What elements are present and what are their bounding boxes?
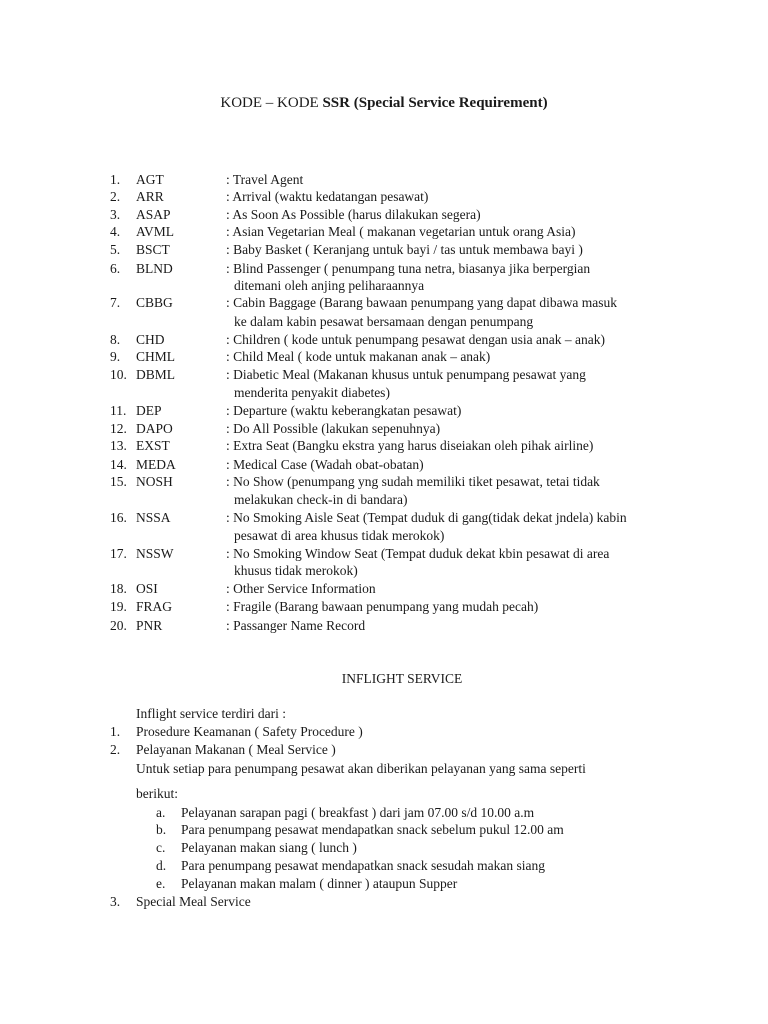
item-number: 8. (110, 332, 121, 347)
item-text: Prosedure Keamanan ( Safety Procedure ) (136, 724, 363, 739)
item-text: Pelayanan Makanan ( Meal Service ) (136, 742, 336, 757)
item-description-continued: menderita penyakit diabetes) (234, 385, 390, 400)
item-description: : Passanger Name Record (226, 618, 366, 633)
sub-item-text: Pelayanan makan siang ( lunch ) (181, 840, 357, 855)
item-description-continued: ditemani oleh anjing peliharaannya (234, 278, 425, 293)
sub-item-text: Pelayanan sarapan pagi ( breakfast ) dari jam 07.00 s/d 10.00 a.m (181, 805, 535, 820)
item-description: : Departure (waktu keberangkatan pesawat) (226, 403, 462, 418)
title-prefix: KODE – KODE (220, 95, 323, 111)
item-number: 19. (110, 599, 127, 614)
item-description: : Do All Possible (lakukan sepenuhnya) (226, 421, 441, 436)
item-number: 15. (110, 474, 127, 489)
item-code: BSCT (136, 242, 170, 257)
item-number: 1. (110, 172, 121, 187)
item-description: : Fragile (Barang bawaan penumpang yang mudah pecah) (226, 599, 539, 614)
item-description: : Diabetic Meal (Makanan khusus untuk penumpang pesawat yang (226, 367, 586, 382)
item-description: : Extra Seat (Bangku ekstra yang harus diseiakan oleh pihak airline) (226, 438, 594, 453)
item-code: NOSH (136, 474, 173, 489)
meal-note: Untuk setiap para penumpang pesawat akan diberikan pelayanan yang sama seperti (136, 761, 586, 776)
item-number: 12. (110, 421, 127, 436)
item-code: NSSA (136, 510, 171, 525)
item-description: : Travel Agent (226, 172, 304, 187)
item-number: 18. (110, 581, 127, 596)
item-number: 3. (110, 894, 121, 909)
sub-letter: b. (156, 822, 167, 837)
item-number: 4. (110, 224, 121, 239)
sub-letter: d. (156, 858, 167, 873)
item-code: CBBG (136, 295, 173, 310)
item-number: 13. (110, 438, 127, 453)
sub-letter: c. (156, 840, 166, 855)
page-title (0, 94, 768, 112)
item-description: : Cabin Baggage (Barang bawaan penumpang yang dapat dibawa masuk (226, 295, 617, 310)
item-code: MEDA (136, 457, 176, 472)
item-code: CHD (136, 332, 165, 347)
item-description-continued: khusus tidak merokok) (234, 563, 358, 578)
item-number: 14. (110, 457, 127, 472)
item-code: CHML (136, 349, 176, 364)
item-description-continued: ke dalam kabin pesawat bersamaan dengan penumpang (234, 314, 534, 329)
item-code: DAPO (136, 421, 173, 436)
item-code: FRAG (136, 599, 173, 614)
item-description: : Blind Passenger ( penumpang tuna netra, biasanya jika berpergian (226, 261, 591, 276)
item-description: : Other Service Information (226, 581, 376, 596)
section-heading: INFLIGHT SERVICE (341, 671, 463, 686)
item-description: : No Show (penumpang yng sudah memiliki tiket pesawat, tetai tidak (226, 474, 600, 489)
sub-item-text: Para penumpang pesawat mendapatkan snack sebelum pukul 12.00 am (181, 822, 564, 837)
item-number: 20. (110, 618, 127, 633)
item-code: DBML (136, 367, 176, 382)
item-number: 2. (110, 189, 121, 204)
meal-note-continued: berikut: (136, 786, 178, 801)
item-description: : Medical Case (Wadah obat-obatan) (226, 457, 424, 472)
item-description: : Children ( kode untuk penumpang pesawat dengan usia anak – anak) (226, 332, 606, 347)
item-number: 17. (110, 546, 127, 561)
item-code: PNR (136, 618, 163, 633)
item-text: Special Meal Service (136, 894, 251, 909)
item-number: 9. (110, 349, 121, 364)
item-description-continued: pesawat di area khusus tidak merokok) (234, 528, 445, 543)
item-number: 11. (110, 403, 127, 418)
item-number: 10. (110, 367, 127, 382)
item-number: 1. (110, 724, 121, 739)
item-number: 5. (110, 242, 121, 257)
sub-letter: a. (156, 805, 166, 820)
item-description: : Child Meal ( kode untuk makanan anak – anak) (226, 349, 491, 364)
title-main: SSR (Special Service Requirement) (322, 95, 548, 111)
item-number: 3. (110, 207, 121, 222)
item-number: 2. (110, 742, 121, 757)
item-code: AVML (136, 224, 175, 239)
section-intro: Inflight service terdiri dari : (136, 706, 286, 721)
item-number: 6. (110, 261, 121, 276)
item-description-continued: melakukan check-in di bandara) (234, 492, 408, 507)
item-description: : Arrival (waktu kedatangan pesawat) (226, 189, 429, 204)
item-code: ASAP (136, 207, 171, 222)
item-code: ARR (136, 189, 164, 204)
item-code: EXST (136, 438, 170, 453)
item-description: : No Smoking Window Seat (Tempat duduk dekat kbin pesawat di area (226, 546, 610, 561)
item-code: OSI (136, 581, 158, 596)
item-code: BLND (136, 261, 173, 276)
item-number: 16. (110, 510, 127, 525)
item-code: NSSW (136, 546, 174, 561)
sub-item-text: Para penumpang pesawat mendapatkan snack sesudah makan siang (181, 858, 546, 873)
sub-item-text: Pelayanan makan malam ( dinner ) ataupun Supper (181, 876, 458, 891)
item-description: : As Soon As Possible (harus dilakukan segera) (226, 207, 481, 222)
item-description: : No Smoking Aisle Seat (Tempat duduk di gang(tidak dekat jndela) kabin (226, 510, 627, 525)
item-description: : Baby Basket ( Keranjang untuk bayi / tas untuk membawa bayi ) (226, 242, 583, 257)
item-code: AGT (136, 172, 164, 187)
item-code: DEP (136, 403, 162, 418)
item-description: : Asian Vegetarian Meal ( makanan vegetarian untuk orang Asia) (226, 224, 576, 239)
item-number: 7. (110, 295, 121, 310)
sub-letter: e. (156, 876, 166, 891)
